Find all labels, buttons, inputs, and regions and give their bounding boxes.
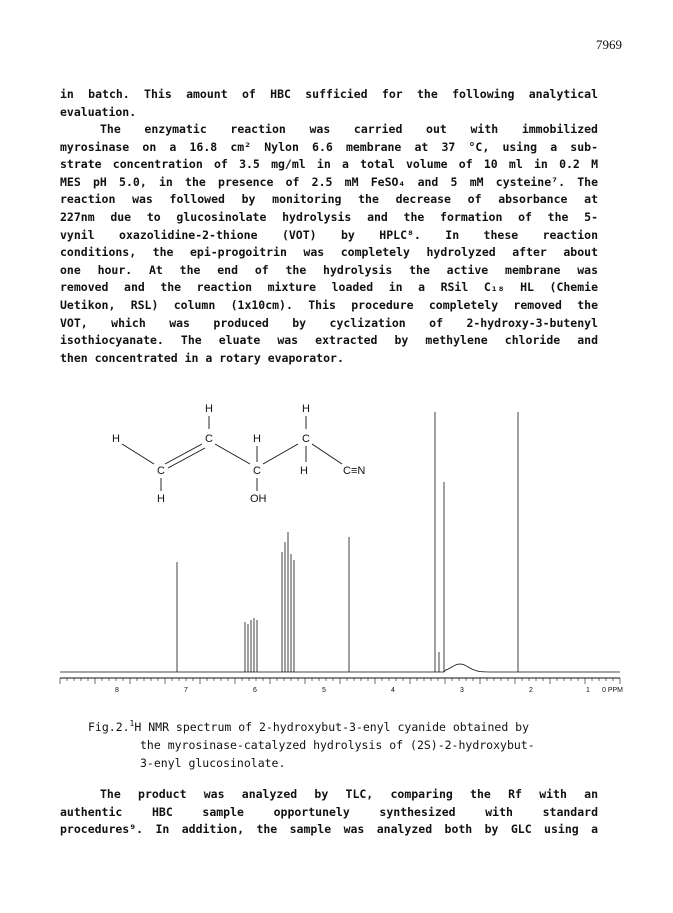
text-line: VOT, which was produced by cyclization of 2-hydroxy-3-butenyl: [60, 315, 598, 330]
atom-label: C: [157, 465, 165, 477]
caption-line: H NMR spectrum of 2-hydroxybut-3-enyl cyanide obtained by: [134, 719, 530, 734]
figure-caption: [88, 715, 608, 772]
paragraph-enzymatic-reaction: [60, 121, 598, 367]
text-line: isothiocyanate. The eluate was extracted by methylene chloride and: [60, 333, 598, 348]
axis-tick-label: 6: [253, 687, 257, 694]
atom-label: H: [300, 465, 308, 477]
bond-lines: [122, 416, 342, 491]
spectrum-trace: [60, 412, 620, 672]
atom-label: C: [302, 433, 310, 445]
text-line: The enzymatic reaction was carried out with immobilized: [100, 122, 598, 136]
axis-tick-label: 7: [184, 687, 188, 694]
text-line: in batch. This amount of HBC sufficied for the following analytical: [60, 87, 598, 101]
axis-tick-label: 1: [586, 687, 590, 694]
axis-tick-label: 5: [322, 687, 326, 694]
paragraph-continued: [60, 86, 598, 121]
text-line: reaction was followed by monitoring the decrease of absorbance at: [60, 192, 598, 207]
text-line: myrosinase on a 16.8 cm² Nylon 6.6 membrane at 37 °C, using a sub-: [60, 139, 598, 154]
atom-label: C: [205, 433, 213, 445]
atom-label: H: [205, 403, 213, 415]
text-line: authentic HBC sample opportunely synthesized with standard: [60, 804, 598, 819]
caption-line: the myrosinase-catalyzed hydrolysis of (2S)-2-hydroxybut-: [140, 737, 535, 752]
text-line: MES pH 5.0, in the presence of 2.5 mM FeSO₄ and 5 mM cysteine⁷. The: [60, 174, 598, 189]
text-line: conditions, the epi-progoitrin was completely hydrolyzed after about: [60, 245, 598, 260]
atom-label: H: [253, 433, 261, 445]
axis-tick-label: 0 PPM: [602, 687, 624, 694]
atom-label: OH: [250, 493, 267, 505]
atom-label: C: [253, 465, 261, 477]
atom-label: H: [157, 493, 165, 505]
text-line: one hour. At the end of the hydrolysis the active membrane was: [60, 262, 598, 277]
atom-label: C≡N: [343, 465, 366, 477]
text-line: The product was analyzed by TLC, comparing the Rf with an: [100, 787, 598, 801]
text-line: Uetikon, RSL) column (1x10cm). This procedure completely removed the: [60, 297, 598, 312]
caption-superscript: 1: [129, 719, 135, 728]
axis-tick-label: 4: [391, 687, 395, 694]
text-line: then concentrated in a rotary evaporator.: [60, 350, 344, 365]
text-line: evaluation.: [60, 104, 137, 119]
text-line: vynil oxazolidine-2-thione (VOT) by HPLC⁸. In these reaction: [60, 227, 598, 242]
text-line: 227nm due to glucosinolate hydrolysis and the formation of the 5-: [60, 209, 598, 224]
nmr-spectrum-figure: [60, 392, 624, 704]
text-line: removed and the reaction mixture loaded in a RSil C₁₈ HL (Chemie: [60, 280, 598, 295]
caption-prefix: Fig.2.: [88, 719, 130, 734]
text-line: procedures⁹. In addition, the sample was analyzed both by GLC using a: [60, 822, 598, 837]
atom-label: H: [112, 433, 120, 445]
axis-tick-label: 3: [460, 687, 464, 694]
text-line: strate concentration of 3.5 mg/ml in a total volume of 10 ml in 0.2 M: [60, 157, 598, 172]
paragraph-analysis: [60, 786, 598, 839]
caption-line: 3-enyl glucosinolate.: [140, 755, 286, 770]
ppm-axis: [60, 678, 623, 694]
axis-tick-label: 8: [115, 687, 119, 694]
axis-tick-label: 2: [529, 687, 533, 694]
atom-label: H: [302, 403, 310, 415]
page-number: 7969: [596, 37, 622, 52]
